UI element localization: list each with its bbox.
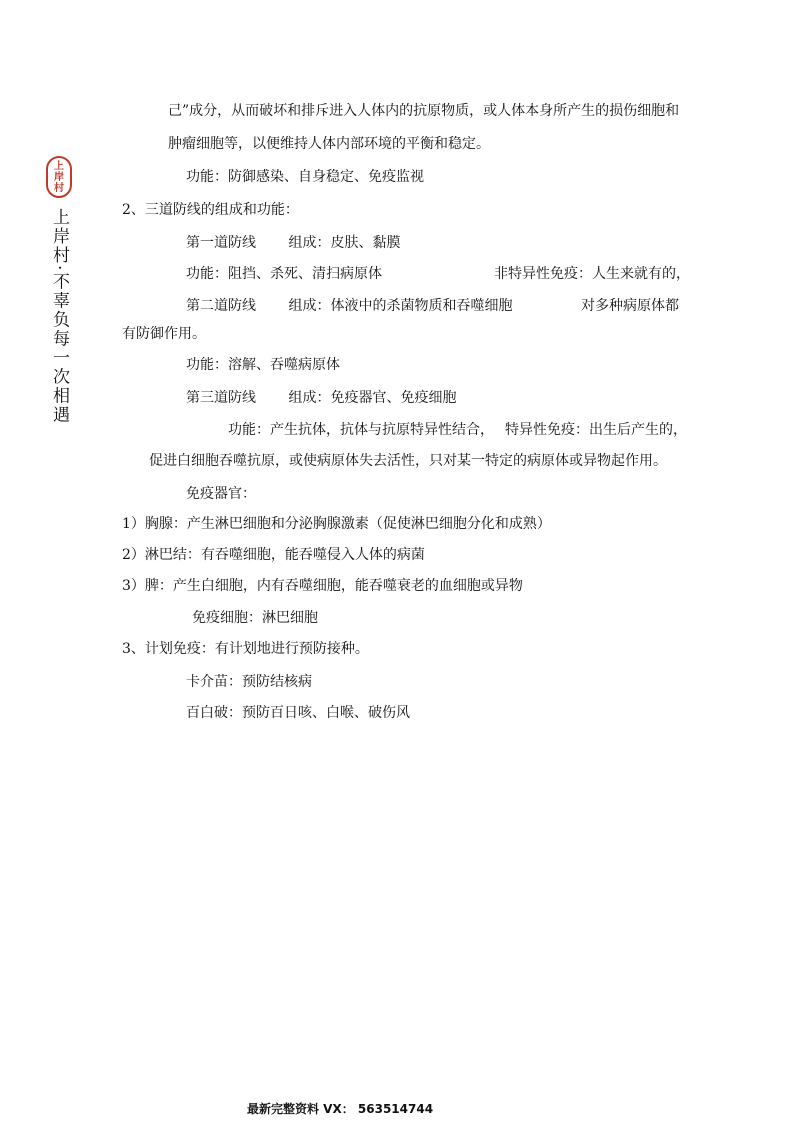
- defense-line-1-function: 功能：阻挡、杀死、清扫病原体: [186, 266, 382, 282]
- brand-sidebar: [42, 156, 76, 424]
- vaccine-item: 百白破：预防百日咳、白喉、破伤风: [186, 705, 410, 721]
- nonspecific-immunity-note: 非特异性免疫：人生来就有的，: [494, 266, 690, 282]
- seal-char: 岸: [54, 171, 64, 183]
- paragraph-line: 肿瘤细胞等，以便维持人体内部环境的平衡和稳定。: [168, 136, 490, 152]
- defense-line-3-function: 功能：产生抗体，抗体与抗原特异性结合，: [228, 422, 494, 438]
- defense-line-1: 第一道防线 组成：皮肤、黏膜: [186, 235, 401, 251]
- defense-line-2-function: 功能：溶解、吞噬病原体: [186, 357, 340, 373]
- section-heading: 2、三道防线的组成和功能：: [122, 202, 299, 218]
- seal-char: 上: [54, 160, 64, 172]
- immune-organs-heading: 免疫器官：: [186, 486, 256, 502]
- defense-line-3: 第三道防线 组成：免疫器官、免疫细胞: [186, 390, 457, 406]
- immune-organ-item: 2）淋巴结：有吞噬细胞，能吞噬侵入人体的病菌: [122, 547, 425, 563]
- paragraph-line: 有防御作用。: [122, 326, 206, 342]
- function-line: 功能：防御感染、自身稳定、免疫监视: [186, 169, 424, 185]
- brand-slogan: 上岸村·不辜负每一次相遇: [49, 208, 69, 425]
- paragraph-line: 己”成分，从而破坏和排斥进入人体内的抗原物质，或人体本身所产生的损伤细胞和: [168, 103, 680, 119]
- paragraph-line: 促进白细胞吞噬抗原，或使病原体失去活性，只对某一特定的病原体或异物起作用。: [149, 453, 667, 469]
- nonspecific-immunity-note-continued: 对多种病原体都: [581, 298, 679, 314]
- defense-line-2: 第二道防线 组成：体液中的杀菌物质和吞噬细胞: [186, 298, 513, 314]
- immune-organ-item: 3）脾：产生白细胞，内有吞噬细胞，能吞噬衰老的血细胞或异物: [122, 578, 523, 594]
- footer-contact: 最新完整资料 VX： 563514744: [247, 1102, 434, 1116]
- specific-immunity-note: 特异性免疫：出生后产生的，: [505, 422, 687, 438]
- immune-organ-item: 1）胸腺：产生淋巴细胞和分泌胸腺激素（促使淋巴细胞分化和成熟）: [122, 516, 551, 532]
- immune-cells-line: 免疫细胞：淋巴细胞: [192, 610, 318, 626]
- seal-stamp-icon: [46, 156, 72, 198]
- seal-char: 村: [54, 182, 64, 194]
- vaccine-item: 卡介苗：预防结核病: [186, 674, 312, 690]
- section-heading: 3、计划免疫：有计划地进行预防接种。: [122, 641, 369, 657]
